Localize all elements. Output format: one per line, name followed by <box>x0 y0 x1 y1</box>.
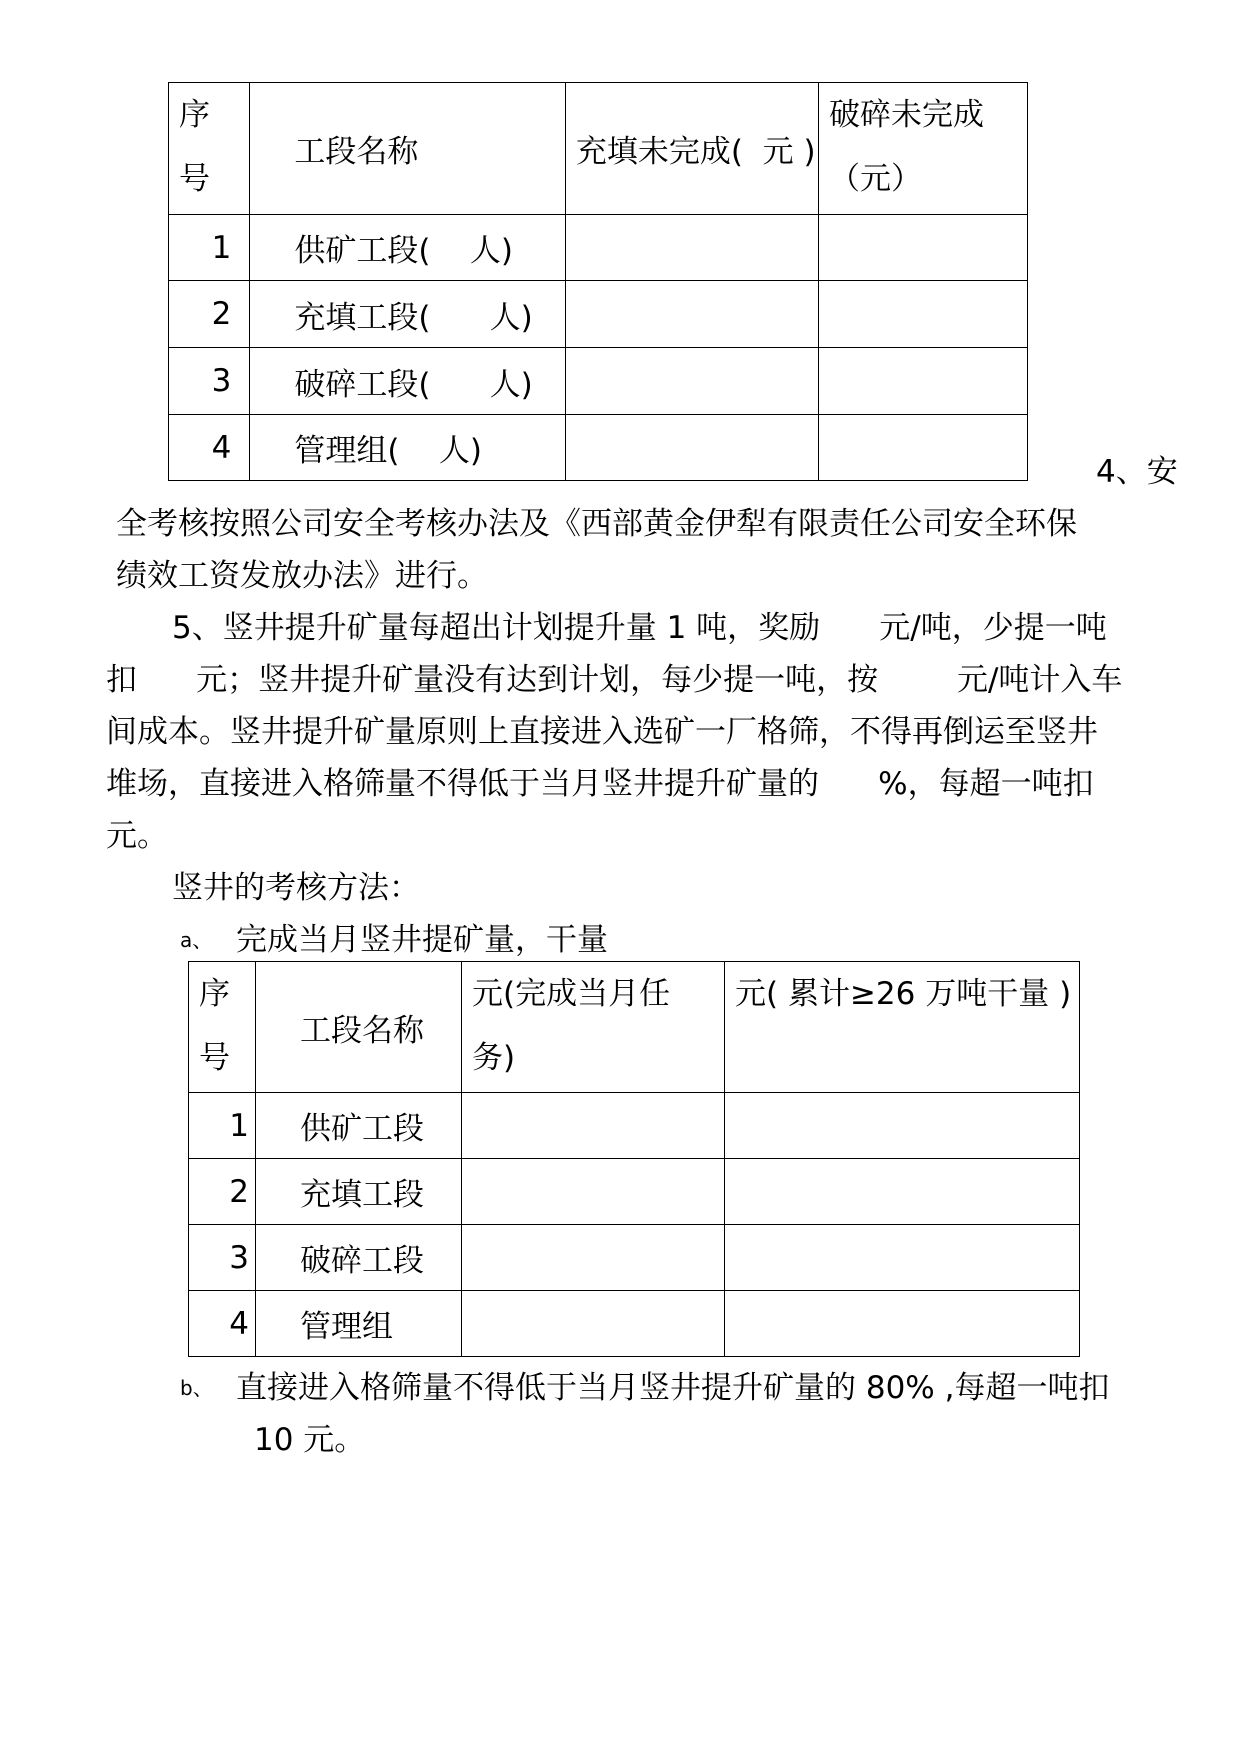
row-cumulative-cell <box>725 1159 1080 1225</box>
table-header-row <box>169 83 1028 215</box>
header-seq: 序 号 <box>189 962 256 1093</box>
row-section-name: 充填工段 <box>256 1159 462 1225</box>
para5-line1: 5、竖井提升矿量每超出计划提升量 1 吨，奖励 元/吨，少提一吨 <box>172 610 1107 646</box>
row-number: 4 <box>189 1291 256 1357</box>
row-crush-cell <box>819 415 1028 481</box>
row-cumulative-cell <box>725 1291 1080 1357</box>
method-title: 竖井的考核方法： <box>172 870 420 906</box>
row-monthly-cell <box>462 1225 725 1291</box>
table-row <box>169 415 1028 481</box>
row-fill-cell <box>565 281 818 348</box>
method-b-marker: b、 <box>180 1376 213 1400</box>
table-header-row <box>189 962 1080 1093</box>
row-section-name: 管理组 <box>256 1291 462 1357</box>
row-fill-cell <box>565 415 818 481</box>
header-monthly-task: 元(完成当月任 务) <box>462 962 725 1093</box>
row-monthly-cell <box>462 1159 725 1225</box>
row-number: 3 <box>189 1225 256 1291</box>
table-row <box>189 1291 1080 1357</box>
table-row <box>189 1225 1080 1291</box>
table-row <box>189 1159 1080 1225</box>
method-a-text: 完成当月竖井提矿量，干量 <box>236 922 608 958</box>
shaft-assessment-table <box>188 961 1080 1357</box>
header-crush-incomplete: 破碎未完成 （元） <box>819 83 1028 215</box>
para4-line2: 全考核按照公司安全考核办法及《西部黄金伊犁有限责任公司安全环保 <box>116 506 1077 542</box>
header-seq: 序 号 <box>169 83 250 215</box>
row-number: 2 <box>189 1159 256 1225</box>
staff-incomplete-table <box>168 82 1028 481</box>
table-row <box>169 281 1028 348</box>
para4-number: 4、安 <box>1096 454 1178 490</box>
para5-line4: 堆场，直接进入格筛量不得低于当月竖井提升矿量的 %，每超一吨扣 <box>106 766 1094 802</box>
row-monthly-cell <box>462 1291 725 1357</box>
row-number: 1 <box>169 215 250 281</box>
row-section-name: 充填工段( 人) <box>250 281 565 348</box>
para5-line2: 扣 元；竖井提升矿量没有达到计划，每少提一吨，按 元/吨计入车 <box>106 662 1123 698</box>
table-row <box>189 1093 1080 1159</box>
row-number: 1 <box>189 1093 256 1159</box>
row-monthly-cell <box>462 1093 725 1159</box>
method-b-line2: 10 元。 <box>254 1422 366 1458</box>
method-b-line1: 直接进入格筛量不得低于当月竖井提升矿量的 80% ,每超一吨扣 <box>236 1370 1110 1406</box>
row-crush-cell <box>819 281 1028 348</box>
row-section-name: 破碎工段( 人) <box>250 348 565 415</box>
table-row <box>169 215 1028 281</box>
row-section-name: 供矿工段( 人) <box>250 215 565 281</box>
header-cumulative: 元( 累计≥26 万吨干量 ) <box>725 962 1080 1093</box>
row-fill-cell <box>565 215 818 281</box>
header-section-name: 工段名称 <box>256 962 462 1093</box>
method-a-marker: a、 <box>180 928 213 952</box>
para4-line3: 绩效工资发放办法》进行。 <box>116 558 488 594</box>
para5-line5: 元。 <box>106 818 168 854</box>
row-crush-cell <box>819 215 1028 281</box>
table-row <box>169 348 1028 415</box>
row-fill-cell <box>565 348 818 415</box>
row-crush-cell <box>819 348 1028 415</box>
row-number: 4 <box>169 415 250 481</box>
row-section-name: 管理组( 人) <box>250 415 565 481</box>
row-section-name: 破碎工段 <box>256 1225 462 1291</box>
header-fill-incomplete: 充填未完成( 元 ) <box>565 83 818 215</box>
row-cumulative-cell <box>725 1225 1080 1291</box>
row-number: 2 <box>169 281 250 348</box>
row-cumulative-cell <box>725 1093 1080 1159</box>
row-number: 3 <box>169 348 250 415</box>
header-section-name: 工段名称 <box>250 83 565 215</box>
row-section-name: 供矿工段 <box>256 1093 462 1159</box>
para5-line3: 间成本。竖井提升矿量原则上直接进入选矿一厂格筛，不得再倒运至竖井 <box>106 714 1098 750</box>
